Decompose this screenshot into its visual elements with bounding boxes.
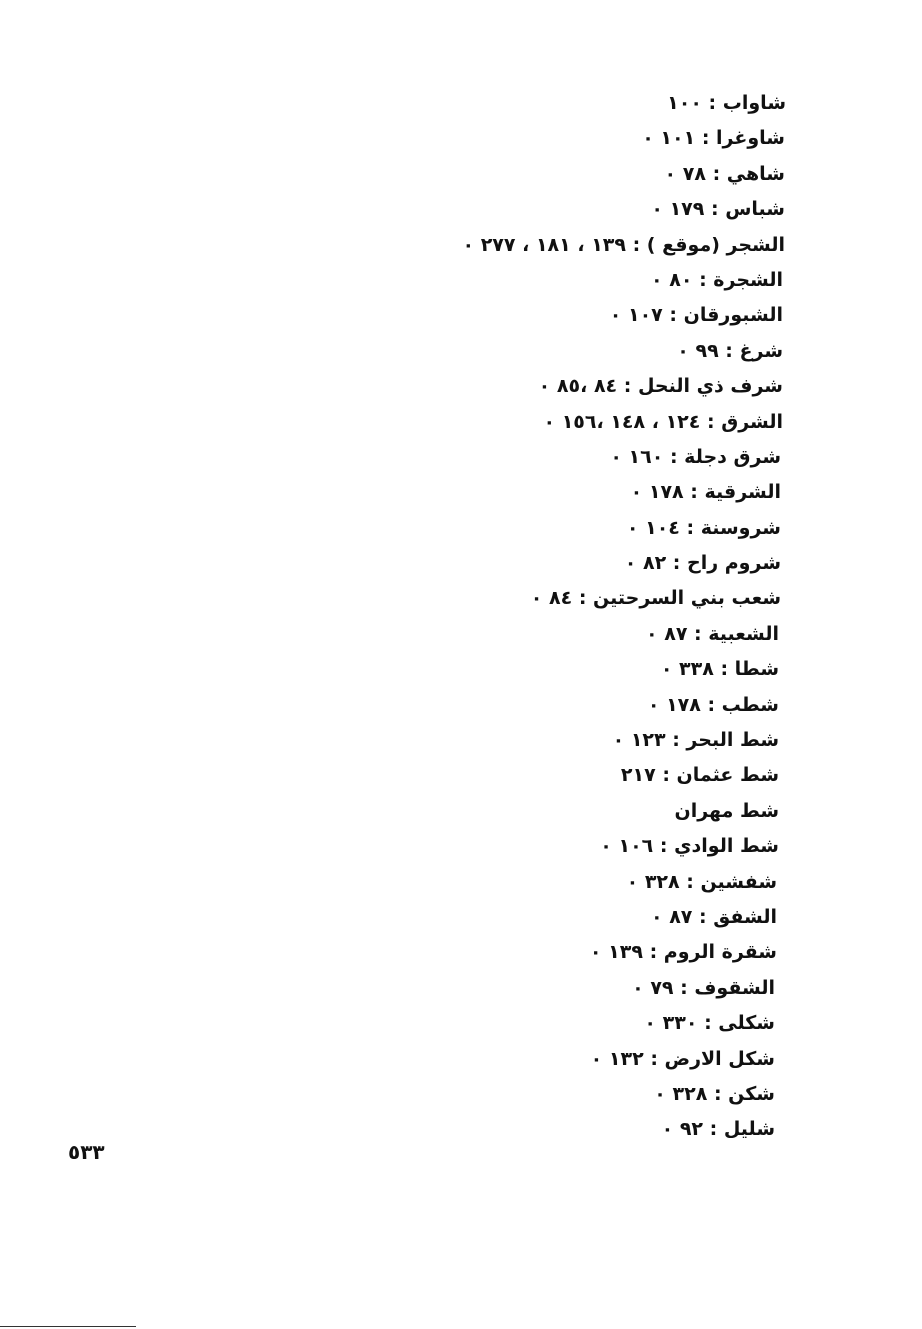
index-entry: شليل : ٩٢ ٠ (661, 1118, 775, 1141)
index-entry: الشجرة : ٨٠ ٠ (651, 268, 783, 291)
index-entry: شط البحر : ١٢٣ ٠ (612, 729, 779, 752)
index-entry: الشجر (موقع ) : ١٣٩ ، ١٨١ ، ٢٧٧ ٠ (462, 233, 785, 256)
index-entry: شعب بني السرحتين : ٨٤ ٠ (530, 587, 781, 610)
index-entry: شط الوادي : ١٠٦ ٠ (600, 835, 779, 858)
index-entry: شكل الارض : ١٣٢ ٠ (590, 1047, 775, 1070)
index-entry: شط مهران (674, 799, 779, 822)
index-entry: الشعبية : ٨٧ ٠ (645, 622, 779, 645)
index-entry: شباس : ١٧٩ ٠ (651, 198, 785, 221)
place-index-list (226, 86, 786, 1148)
index-entry: الشرق : ١٢٤ ، ١٤٨ ،١٥٦ ٠ (543, 410, 783, 433)
index-entry: شقرة الروم : ١٣٩ ٠ (589, 941, 777, 964)
index-entry: الشقوف : ٧٩ ٠ (632, 976, 775, 999)
index-entry: شفشين : ٣٢٨ ٠ (626, 870, 777, 893)
index-entry: شرغ : ٩٩ ٠ (677, 339, 783, 362)
index-entry: شرق دجلة : ١٦٠ ٠ (610, 445, 781, 468)
index-entry: شروسنة : ١٠٤ ٠ (626, 516, 781, 539)
index-entry: الشبورقان : ١٠٧ ٠ (609, 304, 783, 327)
index-entry: الشفق : ٨٧ ٠ (650, 905, 777, 928)
index-entry: شاهي : ٧٨ ٠ (664, 162, 785, 185)
index-entry: شاواب : ١٠٠ (667, 92, 786, 114)
index-entry: شروم راح : ٨٢ ٠ (624, 552, 781, 575)
index-entry: شطا : ٣٣٨ ٠ (660, 658, 779, 681)
index-entry: شاوغرا : ١٠١ ٠ (642, 127, 785, 150)
index-entry: الشرقية : ١٧٨ ٠ (630, 481, 781, 504)
index-entry: شكلى : ٣٣٠ ٠ (644, 1012, 775, 1035)
index-entry: شط عثمان : ٢١٧ (620, 764, 779, 787)
page-number: ٥٣٣ (68, 1140, 105, 1164)
index-entry: شرف ذي النحل : ٨٤ ،٨٥ ٠ (538, 375, 783, 398)
index-entry: شكن : ٣٢٨ ٠ (654, 1082, 775, 1105)
index-entry: شطب : ١٧٨ ٠ (647, 693, 779, 716)
scan-edge-rule (0, 1326, 136, 1327)
